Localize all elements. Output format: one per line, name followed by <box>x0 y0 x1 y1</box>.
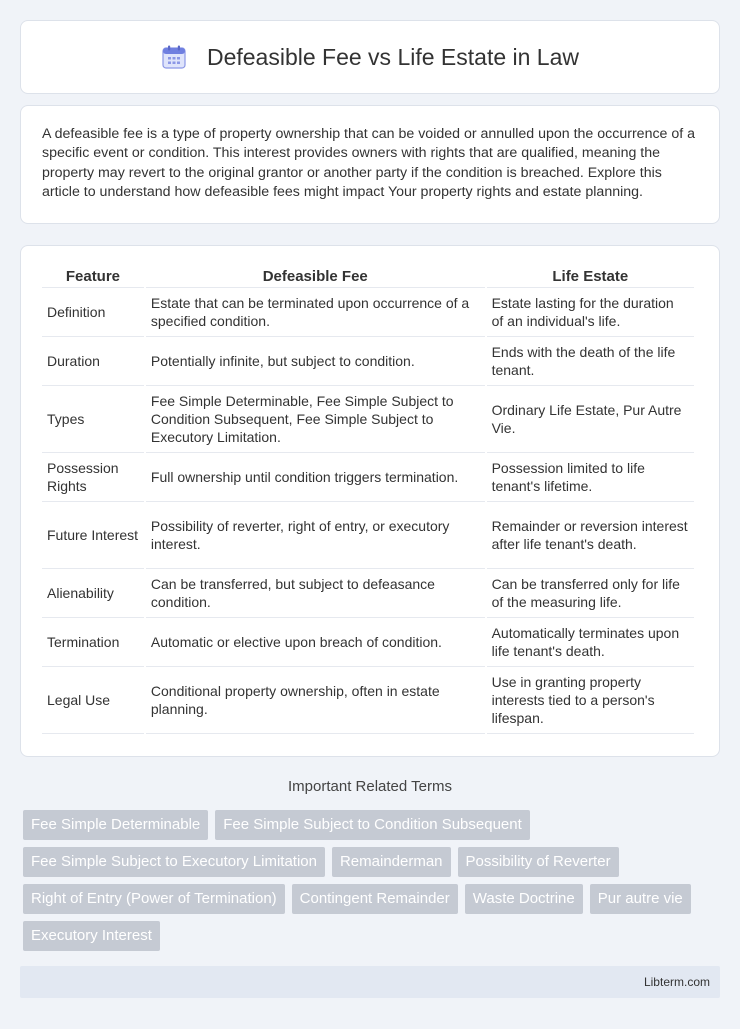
page-title: Defeasible Fee vs Life Estate in Law <box>206 43 580 70</box>
row-life-estate: Use in granting property interests tied to a person's lifespan. <box>487 667 694 734</box>
row-feature: Definition <box>42 288 144 337</box>
row-feature: Future Interest <box>42 502 144 569</box>
header-card <box>20 20 720 94</box>
comparison-table <box>40 266 696 734</box>
row-life-estate: Remainder or reversion interest after life tenant's death. <box>487 502 694 569</box>
table-row <box>42 386 694 453</box>
header-defeasible-fee: Defeasible Fee <box>146 266 485 288</box>
term-tag[interactable]: Fee Simple Determinable <box>23 810 208 840</box>
row-feature: Alienability <box>42 569 144 618</box>
row-feature: Types <box>42 386 144 453</box>
row-life-estate: Possession limited to life tenant's lifetime. <box>487 453 694 502</box>
term-tag[interactable]: Contingent Remainder <box>292 884 458 914</box>
term-tag[interactable]: Waste Doctrine <box>465 884 583 914</box>
row-defeasible-fee: Full ownership until condition triggers termination. <box>146 453 485 502</box>
row-life-estate: Automatically terminates upon life tenant's death. <box>487 618 694 667</box>
table-row <box>42 502 694 569</box>
row-defeasible-fee: Conditional property ownership, often in estate planning. <box>146 667 485 734</box>
term-tag[interactable]: Remainderman <box>332 847 451 877</box>
footer <box>20 966 720 998</box>
row-life-estate: Ordinary Life Estate, Pur Autre Vie. <box>487 386 694 453</box>
term-tag[interactable]: Executory Interest <box>23 921 160 951</box>
calendar-icon <box>161 44 187 70</box>
term-tag[interactable]: Pur autre vie <box>590 884 691 914</box>
row-defeasible-fee: Estate that can be terminated upon occurrence of a specified condition. <box>146 288 485 337</box>
term-tag[interactable]: Fee Simple Subject to Executory Limitation <box>23 847 325 877</box>
row-feature: Duration <box>42 337 144 386</box>
table-row <box>42 667 694 734</box>
table-header-row <box>42 266 694 288</box>
row-feature: Legal Use <box>42 667 144 734</box>
row-life-estate: Ends with the death of the life tenant. <box>487 337 694 386</box>
table-row <box>42 453 694 502</box>
term-tag[interactable]: Possibility of Reverter <box>458 847 619 877</box>
table-row <box>42 618 694 667</box>
intro-card <box>20 105 720 224</box>
term-tag[interactable]: Fee Simple Subject to Condition Subsequent <box>215 810 530 840</box>
term-tag[interactable]: Right of Entry (Power of Termination) <box>23 884 285 914</box>
footer-link[interactable]: Libterm.com <box>643 975 710 989</box>
related-terms-title: Important Related Terms <box>288 778 452 795</box>
table-row <box>42 288 694 337</box>
header-life-estate: Life Estate <box>487 266 694 288</box>
intro-text: A defeasible fee is a type of property ownership that can be voided or annulled upon the occurrence of a specific event or condition. This interest provides owners with rights that are qualified, meaning the property may revert to the original grantor or another party if the condition is breached. Explore this article to understand how defeasible fees might impact Your property rights and estate planning. <box>42 126 696 200</box>
row-defeasible-fee: Possibility of reverter, right of entry, or executory interest. <box>146 502 485 569</box>
row-life-estate: Estate lasting for the duration of an individual's life. <box>487 288 694 337</box>
row-defeasible-fee: Automatic or elective upon breach of condition. <box>146 618 485 667</box>
table-row <box>42 337 694 386</box>
comparison-card <box>20 245 720 757</box>
row-life-estate: Can be transferred only for life of the measuring life. <box>487 569 694 618</box>
row-defeasible-fee: Fee Simple Determinable, Fee Simple Subject to Condition Subsequent, Fee Simple Subject to Executory Limitation. <box>146 386 485 453</box>
header-feature: Feature <box>42 266 144 288</box>
row-feature: Possession Rights <box>42 453 144 502</box>
table-row <box>42 569 694 618</box>
row-defeasible-fee: Potentially infinite, but subject to condition. <box>146 337 485 386</box>
row-defeasible-fee: Can be transferred, but subject to defeasance condition. <box>146 569 485 618</box>
related-terms-list <box>23 810 703 951</box>
row-feature: Termination <box>42 618 144 667</box>
